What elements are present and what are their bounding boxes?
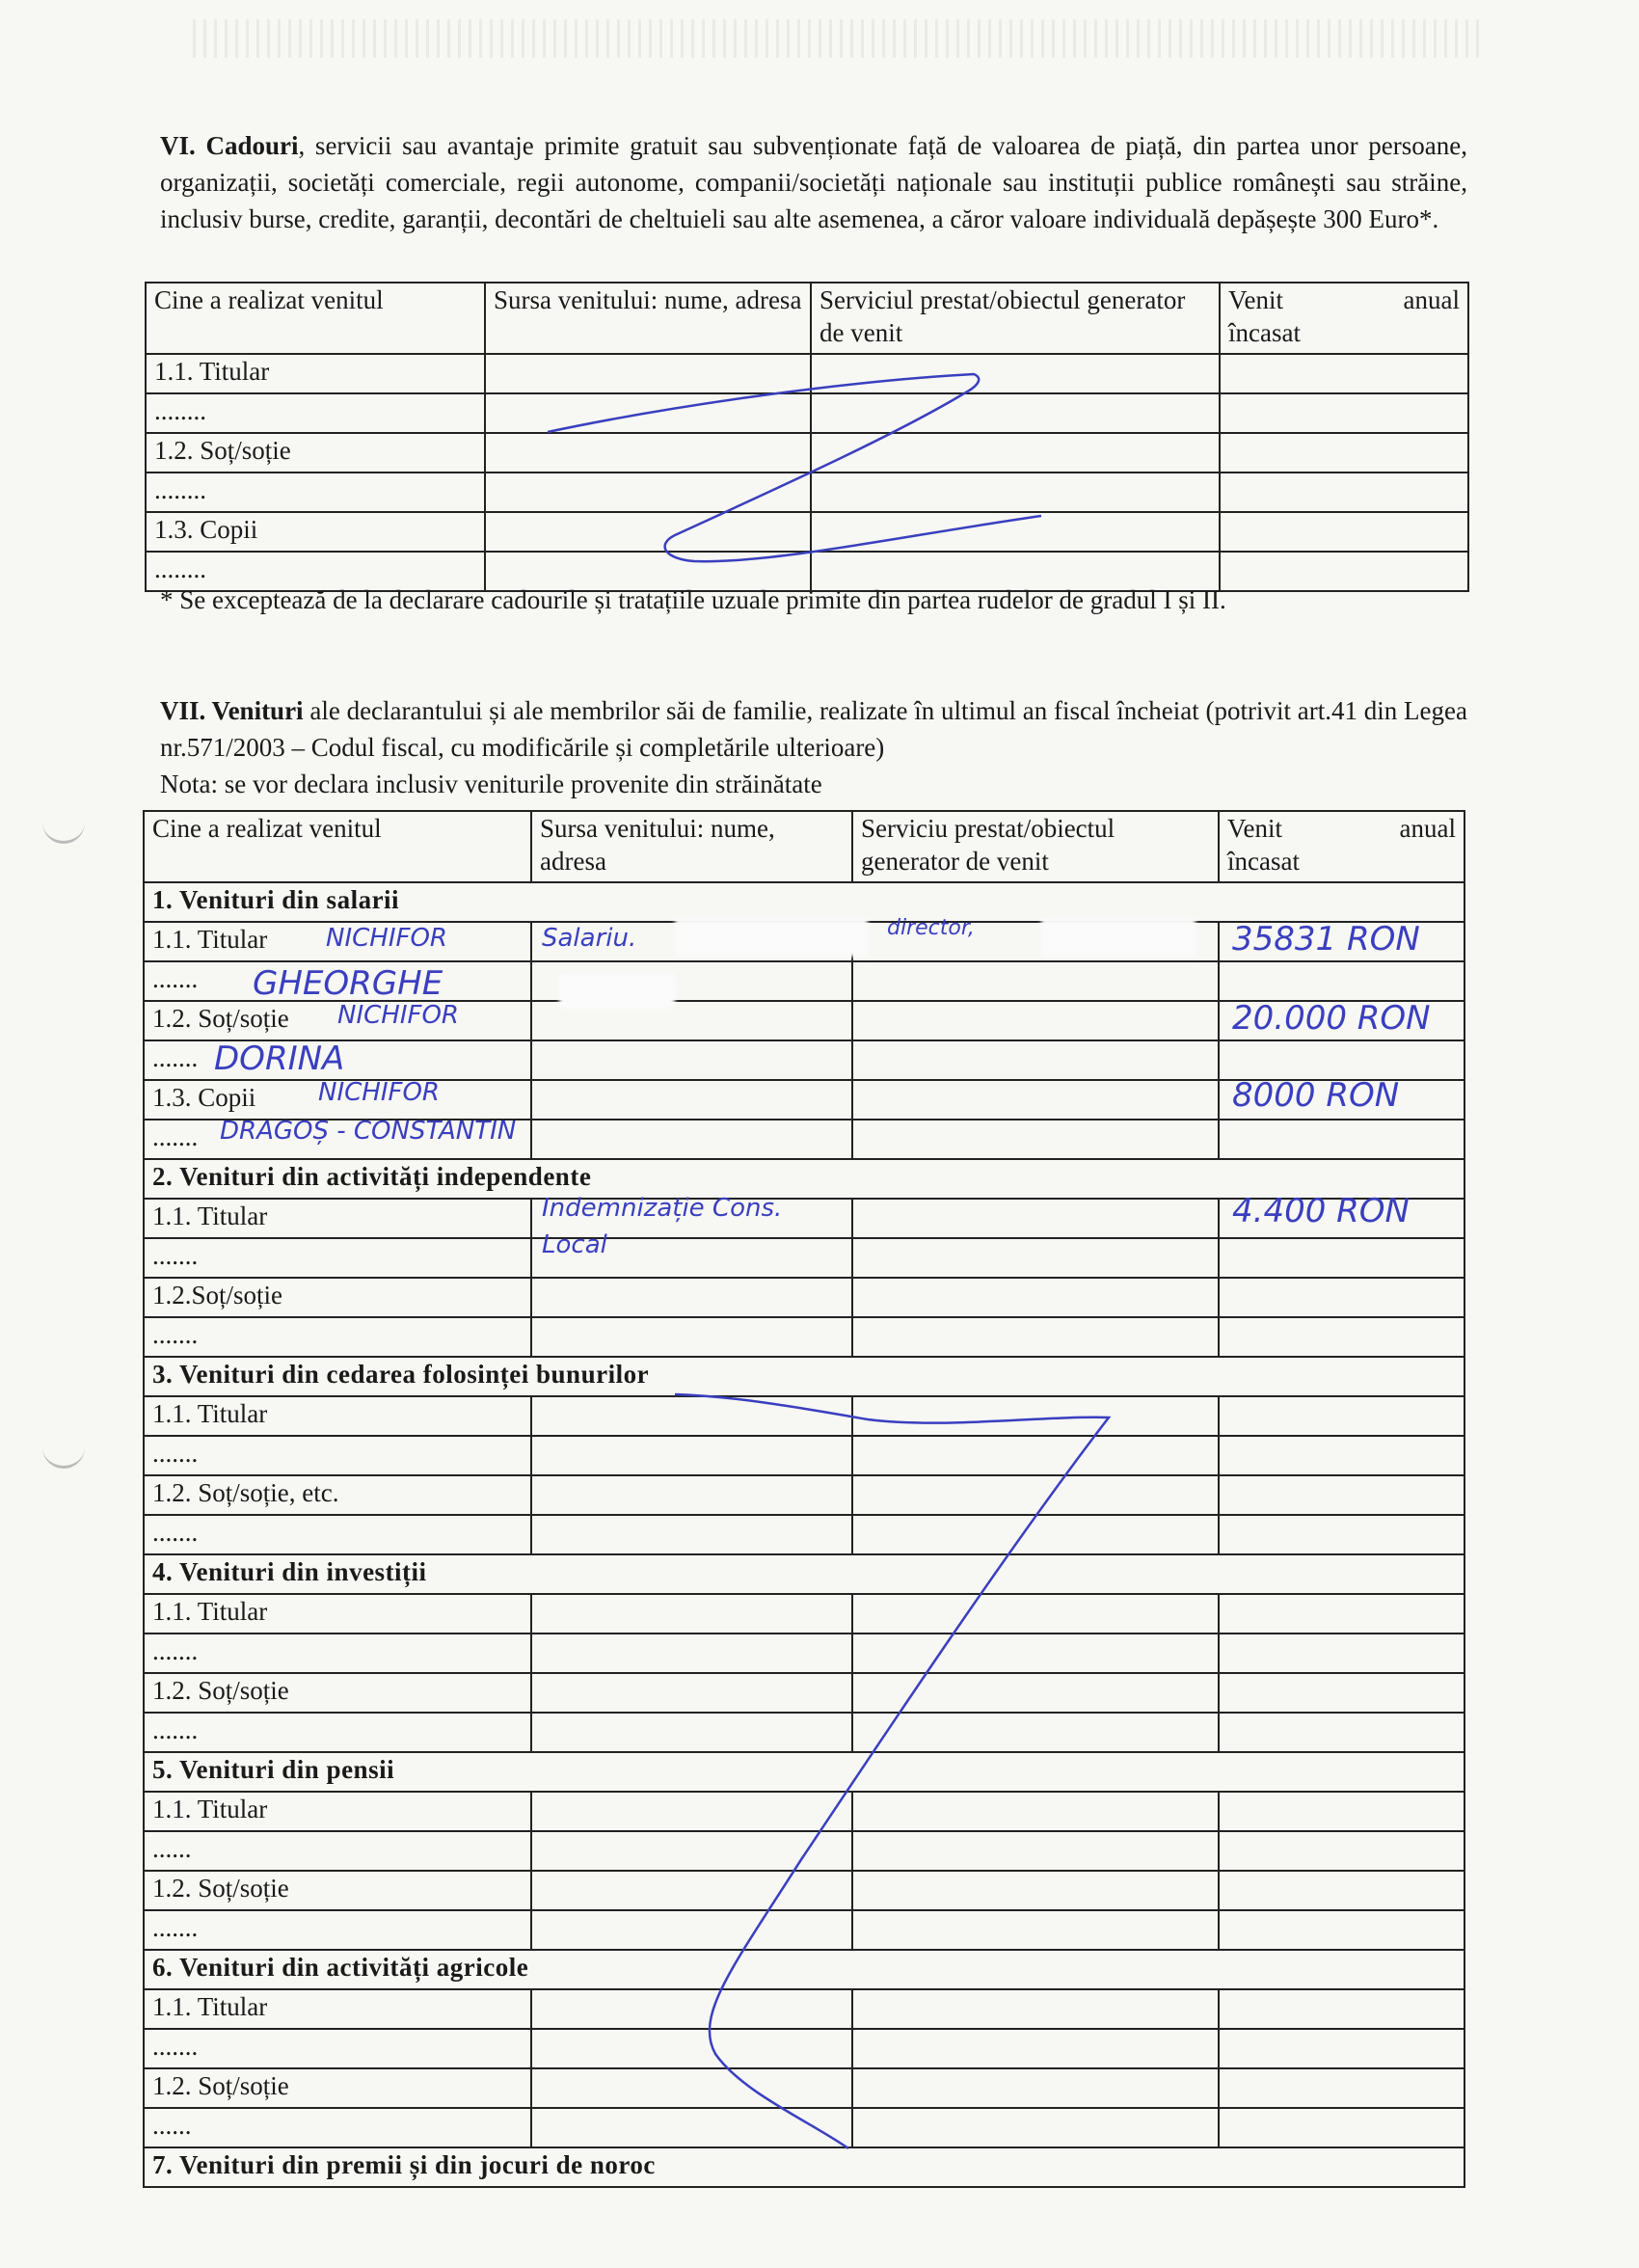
handwritten-child-amount: 8000 RON (1232, 1076, 1400, 1115)
table-cell (852, 1001, 1219, 1040)
section-vii-heading: VII. Venituri (160, 696, 304, 725)
table-cell (531, 1475, 852, 1515)
row-label: 1.3. Copii (144, 1080, 531, 1120)
table-row (144, 1673, 1464, 1713)
handwritten-titular-source: Salariu. (542, 924, 637, 953)
table-row (144, 1871, 1464, 1910)
table-row (144, 1317, 1464, 1357)
table-cell (1219, 2108, 1464, 2147)
row-label: 1.2. Soț/soție (144, 2068, 531, 2108)
table-cell (852, 1594, 1219, 1634)
handwritten-titular-name: NICHIFOR (326, 924, 447, 953)
category-row (144, 882, 1464, 922)
table-row (144, 1792, 1464, 1831)
section-vii-paragraph (160, 692, 1467, 802)
handwritten-spouse-name: NICHIFOR (337, 1001, 459, 1030)
table-cell (531, 2068, 852, 2108)
table-cell (1219, 1317, 1464, 1357)
table-cell (852, 1040, 1219, 1080)
table-cell (852, 1713, 1219, 1752)
table-row (144, 1989, 1464, 2029)
table-cell (1219, 1792, 1464, 1831)
table-cell (531, 1040, 852, 1080)
row-label: ....... (144, 1910, 531, 1950)
row-label: 1.1. Titular (144, 1594, 531, 1634)
handwritten-child-name: NICHIFOR (318, 1078, 440, 1107)
column-header-venit: Venit (1227, 814, 1282, 843)
column-header-incasat: încasat (1227, 847, 1300, 876)
column-header-incasat: încasat (1228, 318, 1301, 347)
handwritten-spouse-firstname: DORINA (214, 1040, 345, 1078)
table-cell (852, 1120, 1219, 1159)
punch-hole-mark (42, 1441, 85, 1469)
handwritten-titular-service: director, (887, 916, 975, 940)
table-cell (1219, 1594, 1464, 1634)
table-cell (1219, 1634, 1464, 1673)
handwritten-titular-firstname: GHEORGHE (253, 964, 443, 1003)
table-cell (531, 1278, 852, 1317)
table-cell (531, 1396, 852, 1436)
table-row (144, 1713, 1464, 1752)
table-cell (852, 1989, 1219, 2029)
table-cell (1219, 1910, 1464, 1950)
table-cell (852, 1317, 1219, 1357)
table-cell (852, 1673, 1219, 1713)
column-header-anual: anual (1399, 814, 1456, 843)
row-label: 1.1. Titular (144, 1199, 531, 1238)
table-cell (1219, 1278, 1464, 1317)
table-cell (531, 1673, 852, 1713)
table-cell (852, 961, 1219, 1001)
table-cell (852, 1792, 1219, 1831)
handwritten-independent-source: Indemnizație Cons. (542, 1194, 783, 1223)
handwritten-child-firstname: DRAGOȘ - CONSTANTIN (220, 1117, 517, 1146)
redacted-area (1041, 918, 1196, 957)
row-label: ....... (144, 2029, 531, 2068)
table-cell (852, 1871, 1219, 1910)
table-row (144, 1475, 1464, 1515)
column-header: Cine a realizat venitul (146, 283, 485, 354)
table-cell (531, 1317, 852, 1357)
table-row (146, 354, 1468, 393)
table-row (144, 2108, 1464, 2147)
table-row (144, 1594, 1464, 1634)
table-cell (1219, 1040, 1464, 1080)
table-cell (531, 1515, 852, 1554)
table-cell (852, 1475, 1219, 1515)
category-row (144, 1752, 1464, 1792)
table-cell (852, 2029, 1219, 2068)
row-label: ...... (144, 2108, 531, 2147)
table-cell (852, 1515, 1219, 1554)
handwritten-independent-source-2: Local (542, 1230, 607, 1259)
table-cell (531, 2108, 852, 2147)
category-row (144, 1554, 1464, 1594)
table-row (144, 1278, 1464, 1317)
row-label: 1.1. Titular (144, 1396, 531, 1436)
table-cell (852, 1238, 1219, 1278)
table-cell (852, 1080, 1219, 1120)
row-label: 1.1. Titular (144, 1792, 531, 1831)
row-label: ........ (146, 552, 485, 591)
table-cell (531, 1080, 852, 1120)
row-label: ...... (144, 1831, 531, 1871)
table-cell (1219, 1673, 1464, 1713)
table-cell (852, 1199, 1219, 1238)
row-label: 1.2. Soț/soție (144, 1871, 531, 1910)
table-cell (531, 1713, 852, 1752)
table-cell (531, 1120, 852, 1159)
section-vi-paragraph (160, 127, 1467, 237)
column-header: Serviciu prestat/obiectul generator de venit (852, 811, 1219, 882)
table-row (144, 1396, 1464, 1436)
table-cell (852, 2108, 1219, 2147)
row-label: ....... (144, 961, 531, 1001)
category-title: 3. Venituri din cedarea folosinței bunurilor (144, 1357, 1464, 1396)
table-row (146, 433, 1468, 472)
category-title: 2. Venituri din activități independente (144, 1159, 1464, 1199)
table-header-row (146, 283, 1468, 354)
table-row (144, 1515, 1464, 1554)
table-cell (852, 1831, 1219, 1871)
table-cell (531, 1436, 852, 1475)
table-row (146, 512, 1468, 552)
column-header-venit: Venit (1228, 285, 1283, 314)
table-row (144, 1436, 1464, 1475)
table-cell (531, 1871, 852, 1910)
section-vii-note: Nota: se vor declara inclusiv veniturile provenite din străinătate (160, 770, 822, 798)
row-label: 1.2.Soț/soție (144, 1278, 531, 1317)
table-cell (1219, 2068, 1464, 2108)
table-cell (1219, 1871, 1464, 1910)
row-label: 1.2. Soț/soție (146, 433, 485, 472)
category-title: 7. Venituri din premii și din jocuri de noroc (144, 2147, 1464, 2187)
column-header: Sursa venitului: nume, adresa (531, 811, 852, 882)
row-label: ........ (146, 393, 485, 433)
section-vi-footnote: * Se exceptează de la declarare cadourile și tratațiile uzuale primite din partea rudelor de gradul I și II. (160, 585, 1226, 614)
column-header-income (1220, 283, 1468, 354)
table-cell (1219, 1515, 1464, 1554)
category-title: 4. Venituri din investiții (144, 1554, 1464, 1594)
table-cell (531, 1831, 852, 1871)
table-cell (531, 1910, 852, 1950)
column-header: Serviciul prestat/obiectul generator de venit (811, 283, 1220, 354)
table-cell (852, 1634, 1219, 1673)
table-cell (1219, 961, 1464, 1001)
row-label: ....... (144, 1515, 531, 1554)
section-vii-text: ale declarantului și ale membrilor săi de familie, realizate în ultimul an fiscal încheiat (potrivit art.41 din Legea nr.571/2003 – Codul fiscal, cu modificările și completările ulterioare) (160, 696, 1467, 762)
table-row (146, 472, 1468, 512)
row-label: 1.2. Soț/soție (144, 1673, 531, 1713)
row-label: 1.2. Soț/soție (144, 1001, 531, 1040)
category-title: 5. Venituri din pensii (144, 1752, 1464, 1792)
category-row (144, 1357, 1464, 1396)
table-row (144, 1238, 1464, 1278)
row-label: ........ (146, 472, 485, 512)
handwritten-independent-amount: 4.400 RON (1232, 1192, 1410, 1230)
table-cell (1219, 1475, 1464, 1515)
table-row (144, 1910, 1464, 1950)
section-vi-heading: VI. Cadouri (160, 131, 299, 160)
table-cell (1219, 1989, 1464, 2029)
table-cell (1219, 1396, 1464, 1436)
table-header-row (144, 811, 1464, 882)
row-label: ....... (144, 1317, 531, 1357)
table-cell (1219, 1436, 1464, 1475)
table-cell (1219, 1120, 1464, 1159)
row-label: 1.3. Copii (146, 512, 485, 552)
row-label: ....... (144, 1040, 531, 1080)
gifts-table (145, 282, 1469, 592)
column-header: Cine a realizat venitul (144, 811, 531, 882)
section-vi-text: , servicii sau avantaje primite gratuit sau subvenționate față de valoarea de piață, din partea unor persoane, organizații, societăți comerciale, regii autonome, companii/societăți naționale sau instituții publice românești sau străine, inclusiv burse, credite, garanții, decontări de cheltuieli sau alte asemenea, a căror valoare individuală depășește 300 Euro*. (160, 131, 1467, 233)
column-header-income (1219, 811, 1464, 882)
table-cell (531, 1989, 852, 2029)
table-cell (852, 1910, 1219, 1950)
punch-hole-mark (42, 816, 85, 844)
table-row (144, 2068, 1464, 2108)
handwritten-titular-amount: 35831 RON (1232, 920, 1420, 958)
table-cell (852, 1278, 1219, 1317)
table-cell (531, 2029, 852, 2068)
row-label: ....... (144, 1713, 531, 1752)
table-cell (1219, 1238, 1464, 1278)
category-row (144, 2147, 1464, 2187)
table-cell (531, 1594, 852, 1634)
row-label: 1.1. Titular (144, 1989, 531, 2029)
table-cell (1219, 2029, 1464, 2068)
category-row (144, 1950, 1464, 1989)
table-row (144, 1831, 1464, 1871)
row-label: ....... (144, 1238, 531, 1278)
row-label: ....... (144, 1120, 531, 1159)
table-cell (852, 1396, 1219, 1436)
row-label: 1.1. Titular (146, 354, 485, 393)
category-title: 1. Venituri din salarii (144, 882, 1464, 922)
table-row (144, 1634, 1464, 1673)
row-label: ....... (144, 1436, 531, 1475)
table-cell (1219, 1831, 1464, 1871)
table-row (146, 393, 1468, 433)
category-title: 6. Venituri din activități agricole (144, 1950, 1464, 1989)
table-cell (852, 1436, 1219, 1475)
scan-noise-strip (193, 19, 1485, 58)
handwritten-spouse-amount: 20.000 RON (1232, 999, 1431, 1038)
column-header-anual: anual (1403, 285, 1460, 314)
table-cell (531, 1792, 852, 1831)
table-cell (852, 2068, 1219, 2108)
row-label: 1.1. Titular (144, 922, 531, 961)
table-row (144, 2029, 1464, 2068)
row-label: ....... (144, 1634, 531, 1673)
redacted-area (675, 918, 868, 957)
redacted-area (559, 974, 675, 1009)
table-cell (531, 1634, 852, 1673)
column-header: Sursa venitului: nume, adresa (485, 283, 811, 354)
row-label: 1.2. Soț/soție, etc. (144, 1475, 531, 1515)
table-cell (1219, 1713, 1464, 1752)
